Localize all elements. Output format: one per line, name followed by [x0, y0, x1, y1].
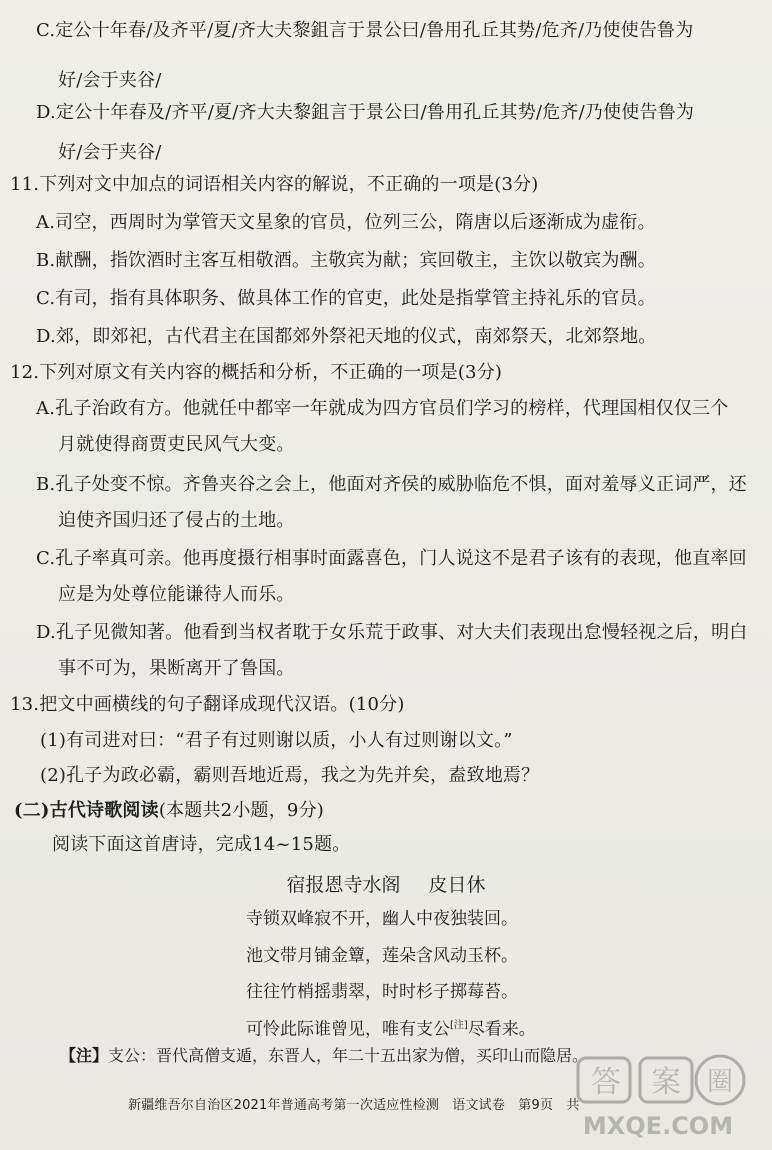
q10-option-d: D.定公十年春及/齐平/夏/齐大夫黎鉏言于景公曰/鲁用孔丘其势/危齐/乃使使告鲁为	[36, 102, 695, 123]
q12-option-a: A.孔子治政有方。他就任中都宰一年就成为四方官员们学习的榜样，代理国相仅仅三个	[36, 398, 729, 419]
poem-note	[60, 1045, 588, 1067]
section-title-note: (本题共2小题，9分)	[158, 800, 324, 821]
q12-option-c-continued: 应是为处尊位能谦待人而乐。	[58, 584, 295, 605]
q12-option-b-continued: 迫使齐国归还了侵占的土地。	[58, 510, 295, 531]
q12-option-b: B.孔子处变不惊。齐鲁夹谷之会上，他面对齐侯的威胁临危不惧，面对羞辱义正词严，还	[36, 474, 747, 495]
q12-stem: 12.下列对原文有关内容的概括和分析，不正确的一项是(3分)	[10, 362, 503, 383]
q10-option-c-continued: 好/会于夹谷/	[58, 70, 162, 91]
q12-option-a-continued: 月就使得商贾吏民风气大变。	[58, 434, 295, 455]
q10-option-c: C.定公十年春/及齐平/夏/齐大夫黎鉏言于景公曰/鲁用孔丘其势/危齐/乃使使告鲁为	[36, 20, 694, 41]
poem-heading	[0, 873, 772, 897]
note-tag: 【注】	[60, 1046, 109, 1065]
q10-option-d-continued: 好/会于夹谷/	[58, 142, 162, 163]
annotation-mark: [注]	[450, 1020, 468, 1031]
q12-option-d-continued: 事不可为，果断离开了鲁国。	[58, 658, 295, 679]
poem-line-1: 寺锁双峰寂不开，幽人中夜独装回。	[246, 909, 518, 929]
watermark-logo	[558, 1044, 758, 1144]
q11-option-b: B.献酬，指饮酒时主客互相敬酒。主敬宾为献；宾回敬主，主饮以敬宾为酬。	[36, 250, 656, 271]
note-text: 支公：晋代高僧支遁，东晋人，年二十五出家为僧，买印山而隐居。	[108, 1046, 589, 1065]
q12-option-d: D.孔子见微知著。他看到当权者耽于女乐荒于政事、对大夫们表现出怠慢轻视之后，明白	[36, 622, 748, 643]
poem-author: 皮日休	[428, 874, 486, 896]
poem-line-2: 池文带月铺金簟，莲朵含风动玉杯。	[246, 946, 518, 966]
poem-line-3: 往往竹梢摇翡翠，时时杉子掷莓苔。	[246, 982, 518, 1002]
poem-title: 宿报恩寺水阁	[286, 874, 401, 896]
q12-option-c: C.孔子率真可亲。他再度摄行相事时面露喜色，门人说这不是君子该有的表现，他直率回	[36, 548, 747, 569]
q11-stem: 11.下列对文中加点的词语相关内容的解说，不正确的一项是(3分)	[10, 174, 539, 195]
section-title: (二)古代诗歌阅读	[14, 800, 159, 821]
svg-text:MXQE.COM: MXQE.COM	[582, 1112, 734, 1140]
q11-option-a: A.司空，西周时为掌管天文星象的官员，位列三公，隋唐以后逐渐成为虚衔。	[36, 212, 656, 233]
q11-option-d: D.郊，即郊祀，古代君主在国都郊外祭祀天地的仪式，南郊祭天，北郊祭地。	[36, 326, 657, 347]
poem-line-4	[246, 1015, 536, 1041]
q13-sentence-1: (1)有司进对曰：“君子有过则谢以质，小人有过则谢以文。”	[40, 730, 513, 751]
q13-stem: 13.把文中画横线的句子翻译成现代汉语。(10分)	[10, 694, 405, 715]
q11-option-c: C.有司，指有具体职务、做具体工作的官吏，此处是指掌管主持礼乐的官员。	[36, 288, 656, 309]
page-footer: 新疆维吾尔自治区2021年普通高考第一次适应性检测 语文试卷 第9页 共	[128, 1098, 580, 1113]
poem-line-4-text: 可怜此际谁曾见，唯有支公	[246, 1019, 450, 1040]
section-instruction: 阅读下面这首唐诗，完成14~15题。	[52, 834, 351, 855]
svg-text:答: 答	[591, 1065, 621, 1100]
svg-text:案: 案	[651, 1065, 681, 1100]
q13-sentence-2: (2)孔子为政必霸，霸则吾地近焉，我之为先并矣，盍致地焉？	[40, 765, 540, 786]
poem-line-4-end: 尽看来。	[467, 1019, 536, 1040]
section-heading	[14, 800, 324, 822]
svg-text:圈: 圈	[706, 1067, 734, 1097]
